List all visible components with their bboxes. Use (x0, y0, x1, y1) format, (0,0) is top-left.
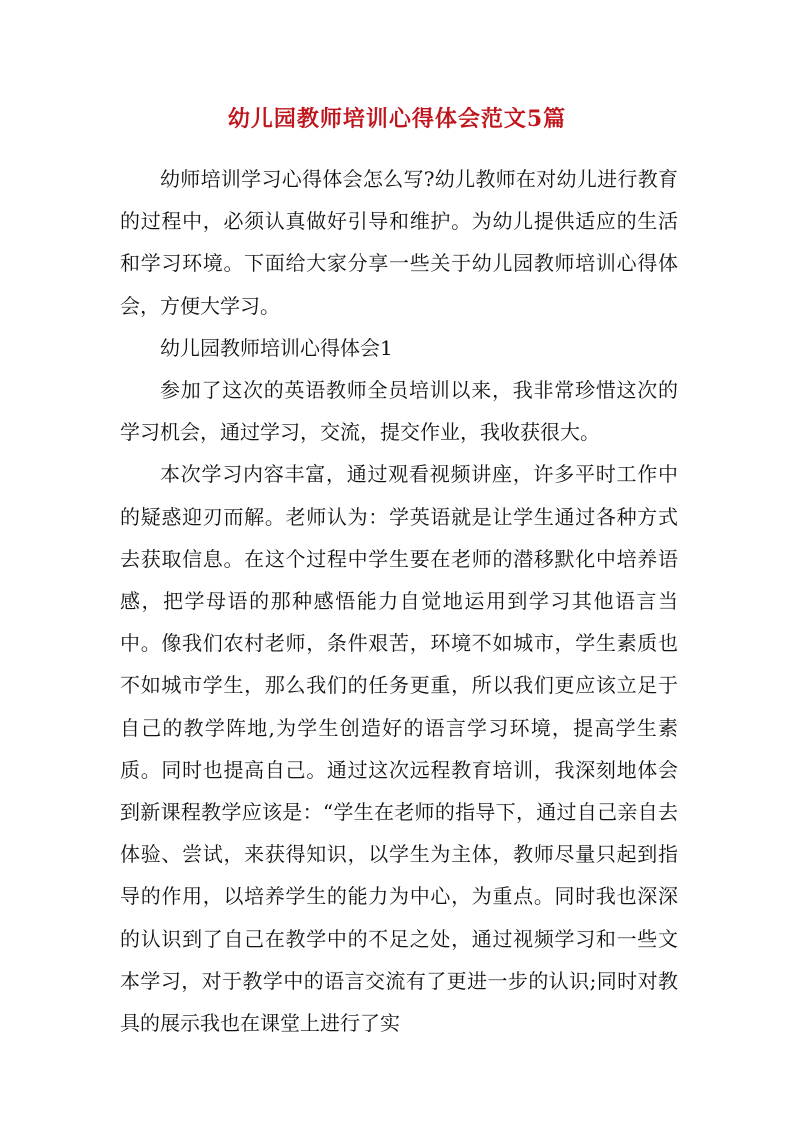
paragraph-1: 参加了这次的英语教师全员培训以来，我非常珍惜这次的学习机会，通过学习，交流，提交作业，我收获很大。 (120, 378, 678, 445)
section-heading-1: 幼儿园教师培训心得体会1 (160, 335, 393, 360)
paragraph-2: 本次学习内容丰富，通过观看视频讲座，许多平时工作中的疑惑迎刃而解。老师认为：学英语就是让学生通过各种方式去获取信息。在这个过程中学生要在老师的潜移默化中培养语感，把学母语的那种感悟能力自觉地运用到学习其他语言当中。像我们农村老师，条件艰苦，环境不如城市，学生素质也不如城市学生，那么我们的任务更重，所以我们更应该立足于自己的教学阵地,为学生创造好的语言学习环境，提高学生素质。同时也提高自己。通过这次远程教育培训，我深刻地体会到新课程教学应该是：“学生在老师的指导下，通过自己亲自去体验、尝试，来获得知识，以学生为主体，教师尽量只起到指导的作用，以培养学生的能力为中心，为重点。同时我也深深的认识到了自己在教学中的不足之处，通过视频学习和一些文本学习，对于教学中的语言交流有了更进一步的认识;同时对教具的展示我也在课堂上进行了实 (120, 462, 678, 1036)
document-title: 幼儿园教师培训心得体会范文5篇 (227, 106, 567, 132)
paragraph-intro: 幼师培训学习心得体会怎么写?幼儿教师在对幼儿进行教育的过程中，必须认真做好引导和维护。为幼儿提供适应的生活和学习环境。下面给大家分享一些关于幼儿园教师培训心得体会，方便大学习。 (120, 167, 678, 318)
document-body (120, 158, 678, 1044)
